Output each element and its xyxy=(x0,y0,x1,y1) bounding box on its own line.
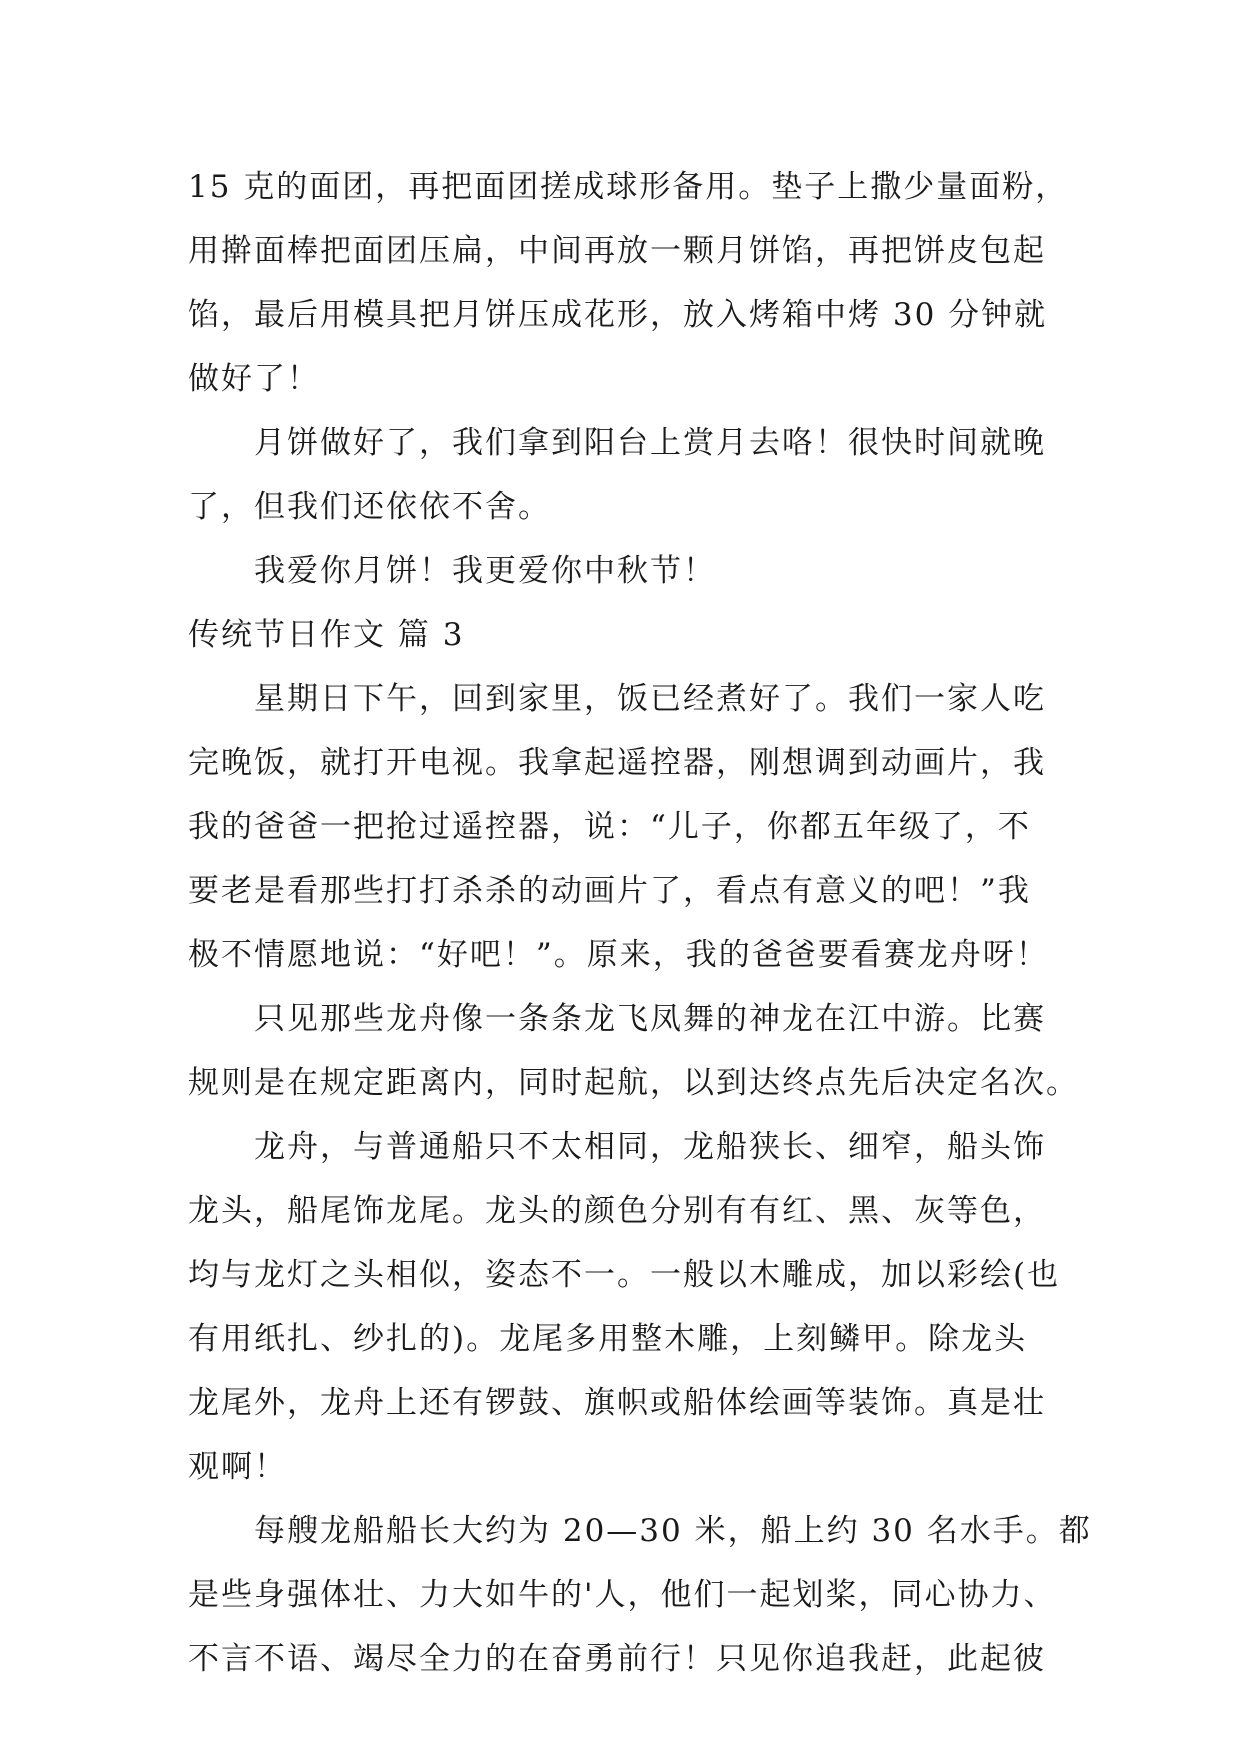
text-line: 每艘龙船船长大约为 20—30 米，船上约 30 名水手。都 xyxy=(254,1513,1092,1549)
text-line: 我的爸爸一把抢过遥控器，说：“儿子，你都五年级了，不 xyxy=(188,809,1031,845)
text-line: 月饼做好了，我们拿到阳台上赏月去咯！很快时间就晚 xyxy=(254,425,1046,461)
text-line: 规则是在规定距离内，同时起航，以到达终点先后决定名次。 xyxy=(188,1065,1079,1101)
text-line: 均与龙灯之头相似，姿态不一。一般以木雕成，加以彩绘(也 xyxy=(188,1257,1061,1293)
text-line: 了，但我们还依依不舍。 xyxy=(188,489,551,525)
text-line: 有用纸扎、纱扎的)。龙尾多用整木雕，上刻鳞甲。除龙头 xyxy=(188,1321,1028,1357)
text-line: 龙尾外，龙舟上还有锣鼓、旗帜或船体绘画等装饰。真是壮 xyxy=(188,1385,1046,1421)
text-line: 做好了！ xyxy=(188,361,320,397)
text-line: 15 克的面团，再把面团搓成球形备用。垫子上撒少量面粉， xyxy=(188,169,1069,205)
text-line: 要老是看那些打打杀杀的动画片了，看点有意义的吧！”我 xyxy=(188,873,1031,909)
text-line: 龙头，船尾饰龙尾。龙头的颜色分别有有红、黑、灰等色， xyxy=(188,1193,1046,1229)
text-line: 用擀面棒把面团压扁，中间再放一颗月饼馅，再把饼皮包起 xyxy=(188,233,1046,269)
text-line: 是些身强体壮、力大如牛的'人，他们一起划桨，同心协力、 xyxy=(188,1577,1057,1613)
document-body xyxy=(188,155,1092,1691)
text-line: 传统节日作文 篇 3 xyxy=(188,617,465,653)
text-line: 只见那些龙舟像一条条龙飞凤舞的神龙在江中游。比赛 xyxy=(254,1001,1046,1037)
text-line: 完晚饭，就打开电视。我拿起遥控器，刚想调到动画片，我 xyxy=(188,745,1046,781)
text-line: 星期日下午，回到家里，饭已经煮好了。我们一家人吃 xyxy=(254,681,1046,717)
text-line: 不言不语、竭尽全力的在奋勇前行！只见你追我赶，此起彼 xyxy=(188,1641,1046,1677)
text-line: 龙舟，与普通船只不太相同，龙船狭长、细窄，船头饰 xyxy=(254,1129,1046,1165)
text-line: 极不情愿地说：“好吧！”。原来，我的爸爸要看赛龙舟呀！ xyxy=(188,937,1049,973)
text-line: 观啊！ xyxy=(188,1449,287,1485)
text-line: 馅，最后用模具把月饼压成花形，放入烤箱中烤 30 分钟就 xyxy=(188,297,1048,333)
text-line: 我爱你月饼！我更爱你中秋节！ xyxy=(254,553,716,589)
